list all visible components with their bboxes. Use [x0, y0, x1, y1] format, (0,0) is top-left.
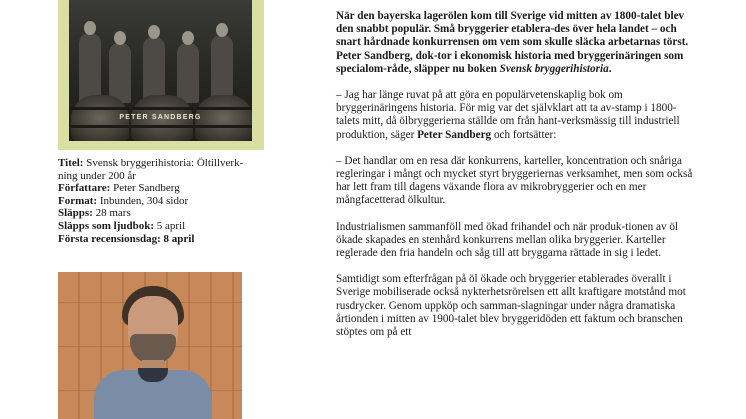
meta-author-label: Författare: — [58, 182, 111, 195]
meta-release-value: 28 mars — [95, 207, 131, 220]
meta-format-value: Inbunden, 304 sidor — [99, 194, 189, 207]
author-name-emphasis: Peter Sandberg — [417, 128, 492, 141]
meta-title — [58, 157, 268, 182]
press-release-article — [336, 10, 696, 352]
author-portrait-photo — [58, 272, 242, 419]
meta-audiobook-label: Släpps som ljudbok: — [58, 219, 154, 232]
meta-title-value-line1: Svensk bryggerihistoria: Öltillverk- — [86, 157, 244, 169]
body-paragraph-temperance: Samtidigt som efterfrågan på öl ökade och bryggerier etablerades överallt i Sverige mobiliserade också nykterhetsrörelsen ett allt kraftigare motstånd mot rusdrycker. Genom uppköp och samman-slagningar under några dramatiska årtionden i mitten av 1900-talet blev bryggeridöden ett faktum och branschen stöptes om på ett — [336, 273, 686, 339]
lead-text: När den bayerska lagerölen kom till Sverige vid mitten av 1800-talet blev den snabbt populär. Små bryggerier etablera-des över hela landet – och snart hårdnade konkurrensen om vem som skulle släcka arbetarnas törst. Peter Sandberg, dok-tor i ekonomisk historia med bryggerinäringen som specialom-råde, släpper nu boken — [336, 10, 689, 75]
meta-review-value: 8 april — [163, 232, 195, 245]
meta-title-value-line2: ning under 200 år — [58, 169, 136, 182]
meta-format-label: Format: — [58, 194, 98, 207]
quote-paragraph-1 — [336, 89, 696, 142]
meta-review-label: Första recensionsdag: — [58, 232, 161, 245]
book-metadata — [58, 157, 268, 245]
book-title-emphasis: Svensk bryggerihistoria — [499, 62, 609, 75]
meta-format — [58, 195, 268, 208]
lead-end: . — [608, 62, 612, 75]
meta-audiobook — [58, 220, 268, 233]
meta-release — [58, 207, 268, 220]
book-cover-image — [58, 0, 264, 150]
meta-review-date — [58, 233, 268, 246]
meta-author — [58, 182, 268, 195]
meta-title-label: Titel: — [58, 157, 84, 169]
cover-author-name: PETER SANDBERG — [119, 114, 202, 121]
meta-author-value: Peter Sandberg — [113, 182, 180, 195]
quote-paragraph-2: – Det handlar om en resa där konkurrens, karteller, koncentration och snåriga regleringar i mångt och mycket styrt bryggeriernas verksamhet, men som också har lett fram till dagens växande flora av mikrobryggerier och en mer mångfacetterad ölkultur. — [336, 154, 693, 207]
lead-paragraph — [336, 10, 696, 76]
meta-audiobook-value: 5 april — [156, 219, 186, 232]
quote-1-end: och fortsätter: — [491, 128, 557, 141]
meta-release-label: Släpps: — [58, 207, 93, 220]
body-paragraph-industrialism: Industrialismen sammanföll med ökad frihandel och när produk-tionen av öl ökade skapades en stenhård konkurrens mellan olika bryggerier. Karteller reglerade den fria handeln och såg till att bryggarna rättade in sig i ledet. — [336, 220, 679, 260]
quote-1-text: – Jag har länge ruvat på att göra en populärvetenskaplig bok om bryggerinäringens historia. För mig var det självklart att ta av-stamp i 1800-talets mitt, då ölbryggerierna ställde om från hant-verksmässig till industriell produktion, säger — [336, 89, 680, 141]
